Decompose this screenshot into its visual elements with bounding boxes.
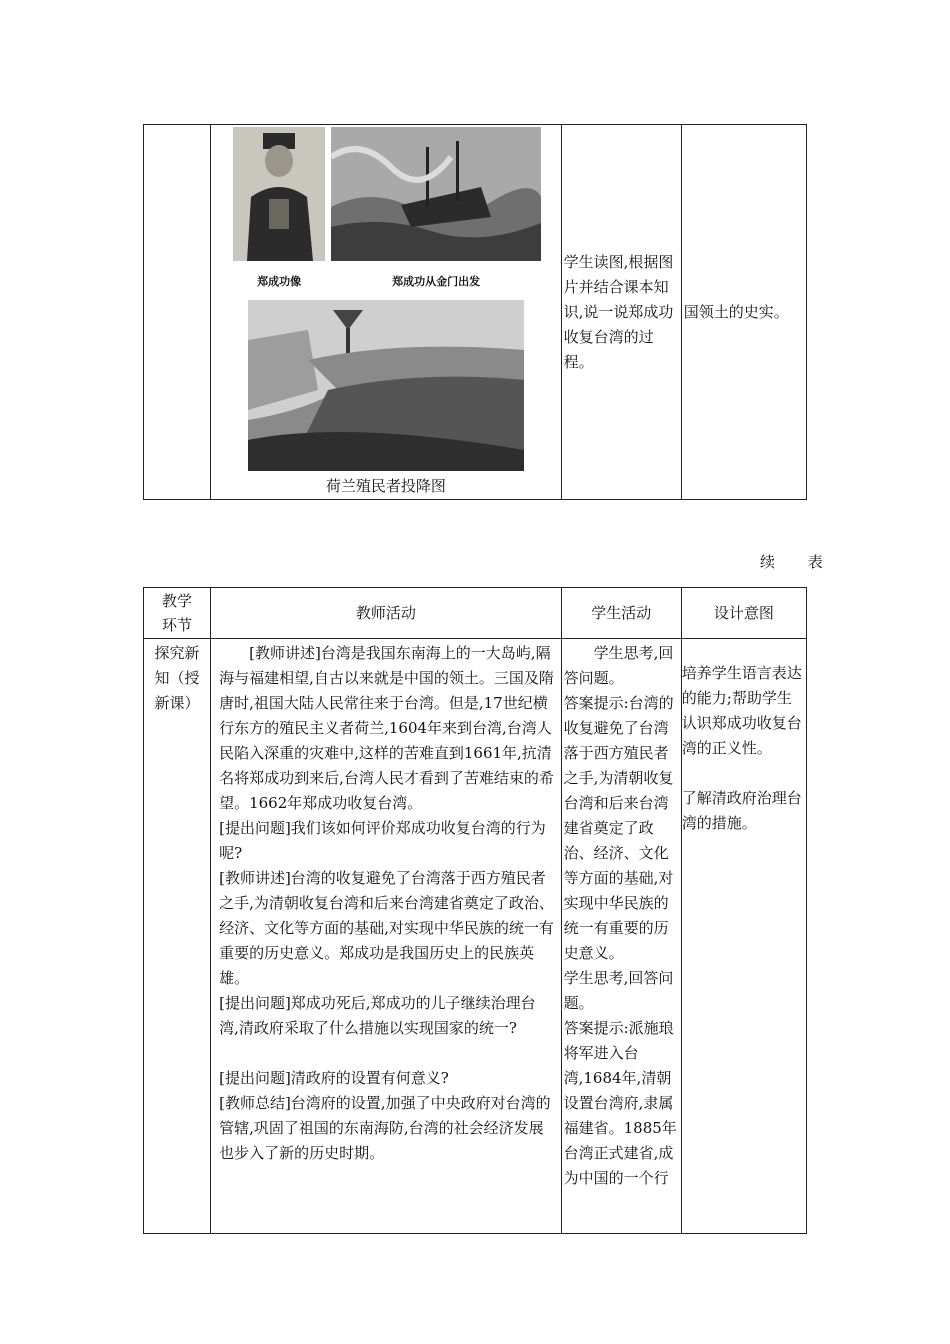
design-intent-cell-2 [681,639,806,1234]
student-think-1: 学生思考,回答问题。 [563,644,674,687]
student-activity-text: 学生读图,根据图片并结合课本知识,说一说郑成功收复台湾的过程。 [563,252,674,371]
student-activity-cell-2 [561,639,681,1234]
section-cell [144,639,211,1234]
design-intent-text: 国领土的史实。 [683,302,789,321]
teacher-narration-2: [教师讲述]台湾的收复避免了台湾落于西方殖民者之手,为清朝收复台湾和后来台湾建省奠定了政治、经济、文化等方面的基础,对实现中华民族的统一有重要的历史意义。郑成功是我国历史上的民族英雄。 [219,869,554,987]
header-section: 教学环节 [144,588,211,639]
header-student: 学生活动 [561,588,681,639]
student-answer-1: 答案提示:台湾的收复避免了台湾落于西方殖民者之手,为清朝收复台湾和后来台湾建省奠定了政治、经济、文化等方面的基础,对实现中华民族的统一有重要的历史意义。 [563,694,674,962]
student-answer-2: 答案提示:派施琅将军进入台湾,1684年,清朝设置台湾府,隶属福建省。1885年台湾正式建省,成为中国的一个行 [563,1019,677,1187]
header-teacher: 教师活动 [211,588,562,639]
lesson-table-top [143,124,807,500]
fleet-departure-image [331,127,541,261]
teacher-narration-1: [教师讲述]台湾是我国东南海上的一大岛屿,隔海与福建相望,自古以来就是中国的领土。三国及隋唐时,祖国大陆人民常往来于台湾。但是,17世纪横行东方的殖民主义者荷兰,1604年来到台湾,台湾人民陷入深重的灾难中,这样的苦难直到1661年,抗清名将郑成功到来后,台湾人民才看到了苦难结束的希望。1662年郑成功收复台湾。 [219,644,554,812]
teacher-question-3: [提出问题]清政府的设置有何意义? [219,1069,449,1087]
continuation-label: 续 表 [760,553,837,571]
student-activity-cell [561,125,681,500]
portrait-caption: 郑成功像 [257,275,302,288]
dutch-surrender-image [248,300,524,471]
lesson-table-continued [143,587,807,1234]
header-design: 设计意图 [681,588,806,639]
teacher-question-2: [提出问题]郑成功死后,郑成功的儿子继续治理台湾,清政府采取了什么措施以实现国家的统一? [219,994,536,1037]
section-label: 探究新知（授新课） [154,644,200,712]
design-intent-2: 了解清政府治理台湾的措施。 [681,789,802,832]
design-intent-1: 培养学生语言表达的能力;帮助学生认识郑成功收复台湾的正义性。 [681,664,802,757]
teacher-activity-cell [211,639,562,1234]
fleet-caption: 郑成功从金门出发 [392,275,481,288]
zheng-chenggong-portrait-image [233,127,325,261]
illustrations-cell [211,125,562,500]
teacher-question-1: [提出问题]我们该如何评价郑成功收复台湾的行为呢? [219,819,546,862]
surrender-caption: 荷兰殖民者投降图 [325,477,446,495]
teacher-summary: [教师总结]台湾府的设置,加强了中央政府对台湾的管辖,巩固了祖国的东南海防,台湾的社会经济发展也步入了新的历史时期。 [219,1094,551,1162]
student-think-2: 学生思考,回答问题。 [563,969,674,1012]
empty-section-cell [144,125,211,500]
design-intent-cell [681,125,806,500]
